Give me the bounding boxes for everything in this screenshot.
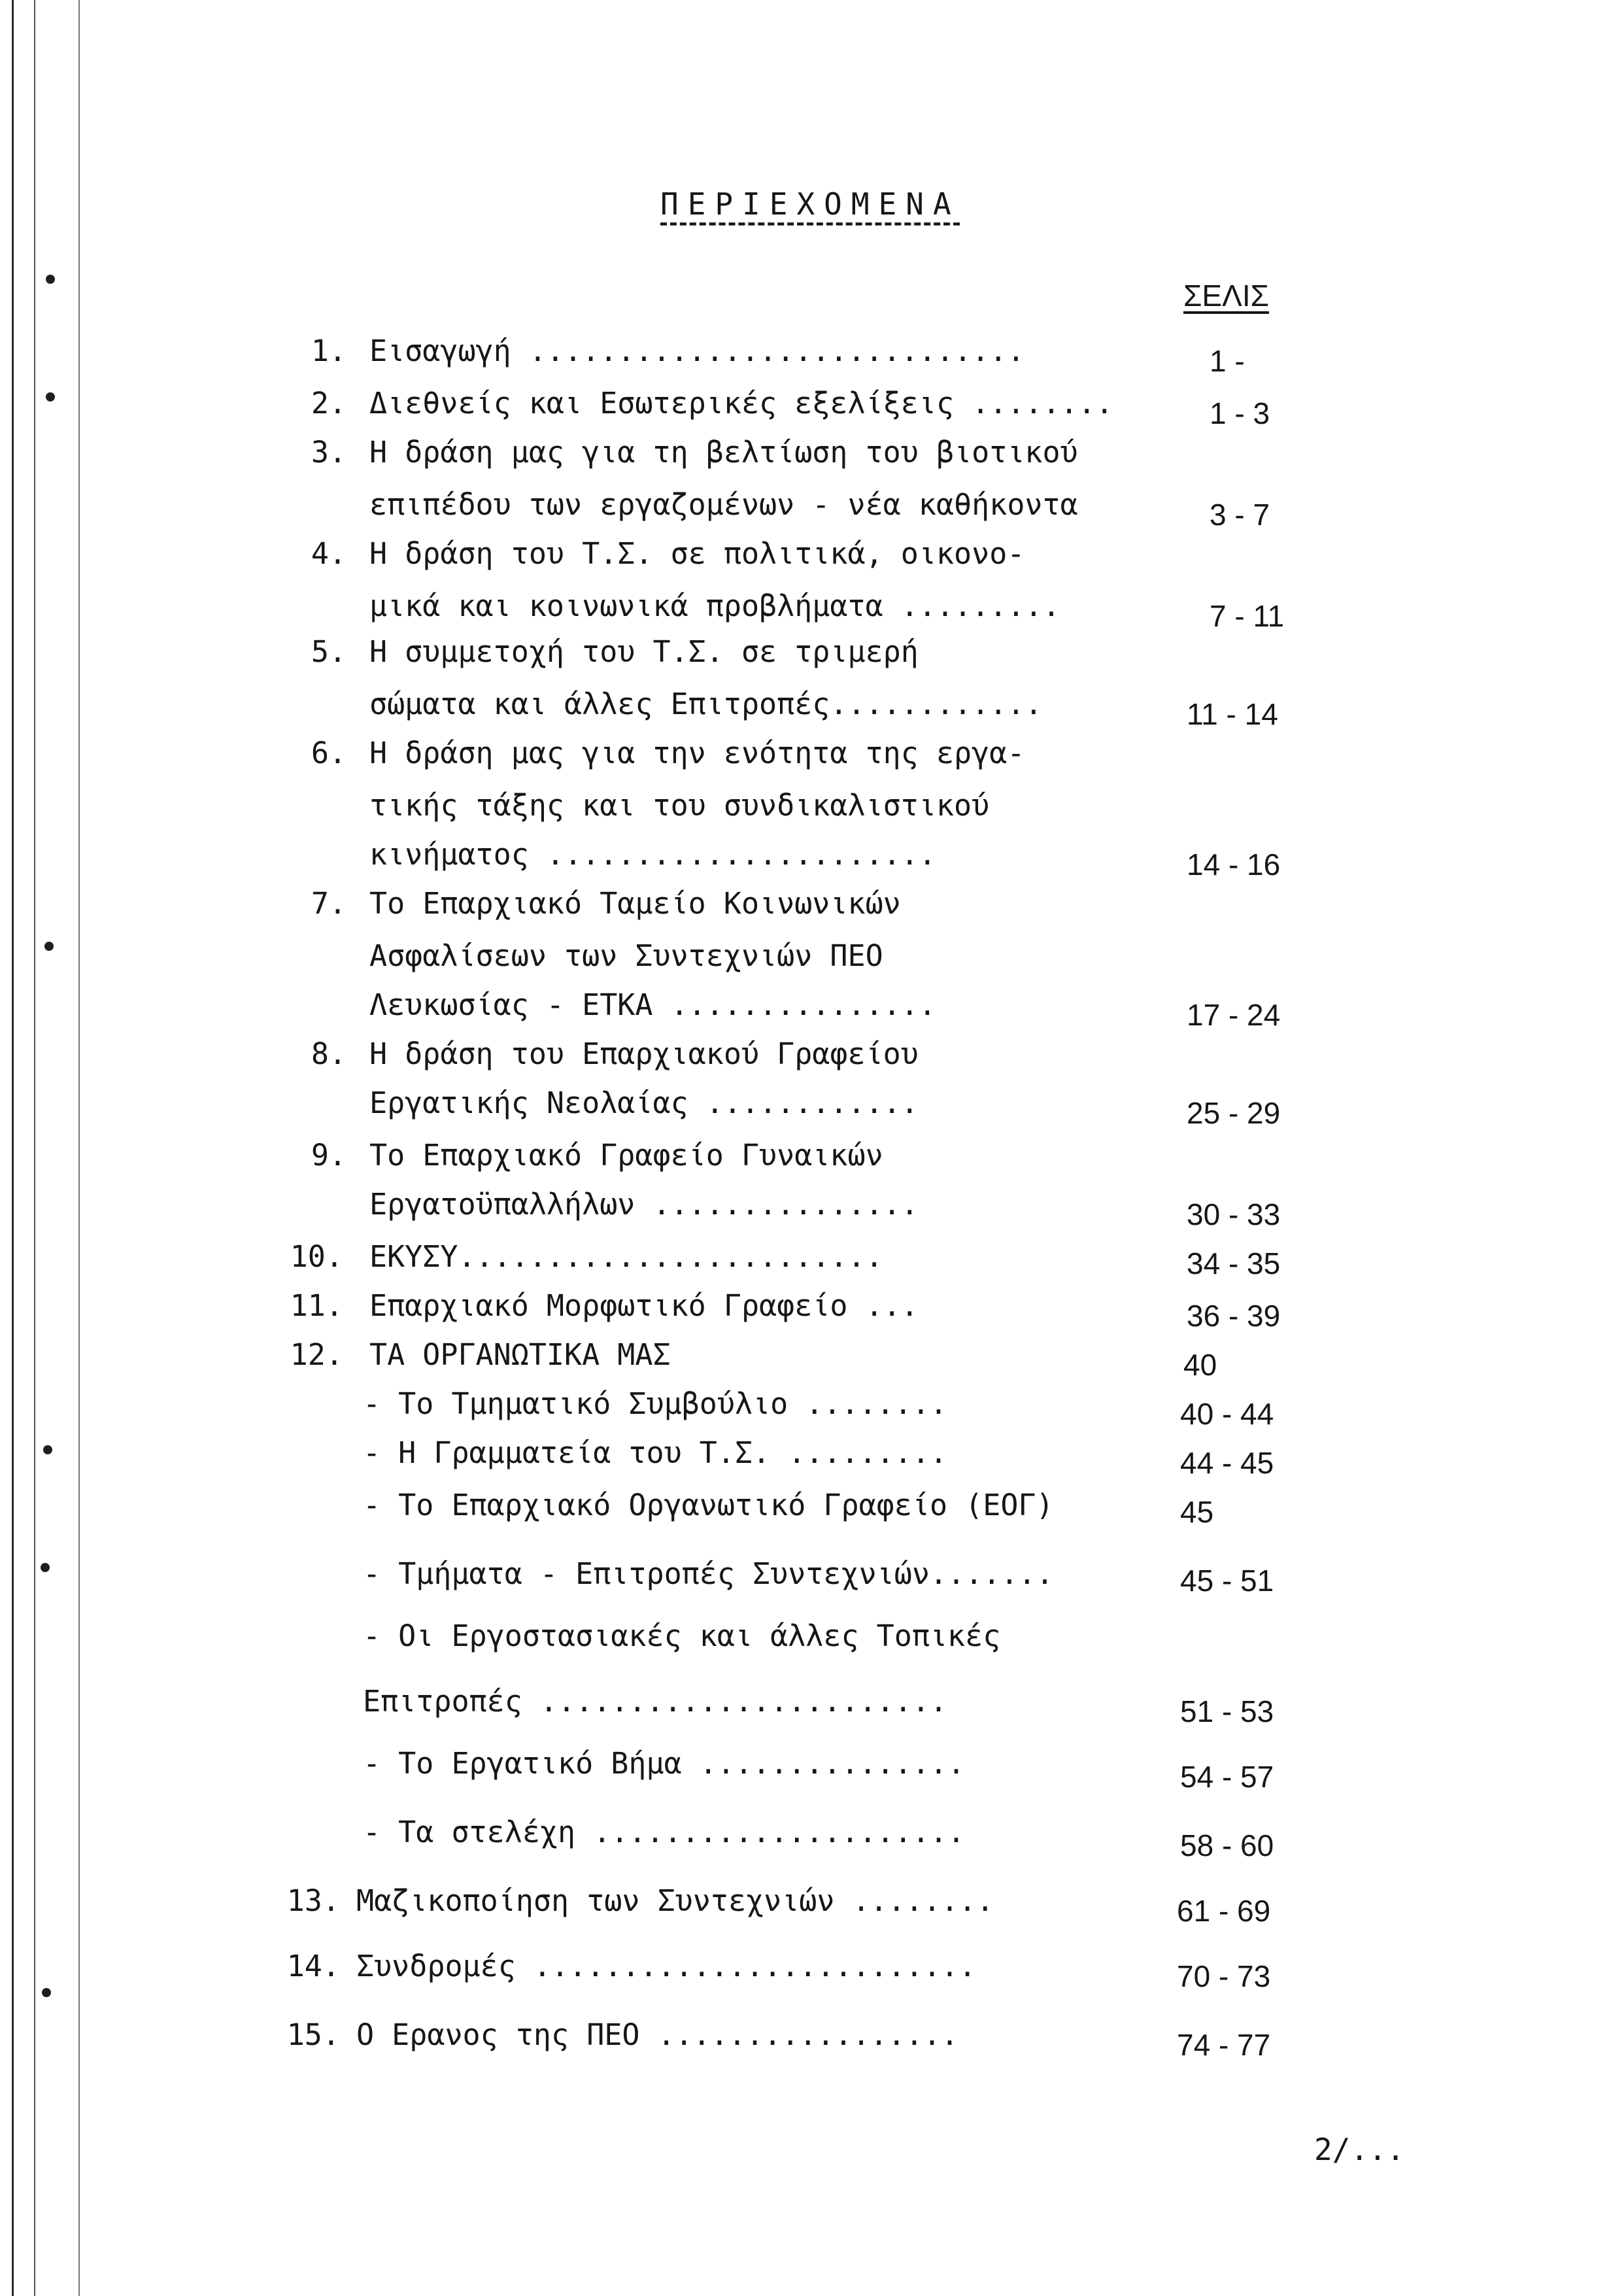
- toc-entry-text: Διεθνείς και Εσωτερικές εξελίξεις ........: [369, 386, 1113, 420]
- toc-entry-number: 15.: [286, 2017, 340, 2052]
- toc-entry-number: 11.: [290, 1288, 343, 1323]
- toc-entry-number: 7.: [311, 886, 347, 921]
- toc-entry-text: Επιτροπές .......................: [363, 1684, 948, 1719]
- scan-dot: [43, 1445, 52, 1454]
- toc-entry-pages: 40 - 44: [1180, 1397, 1274, 1431]
- scan-edge: [0, 0, 105, 2296]
- toc-entry-pages: 1 -: [1210, 344, 1245, 378]
- toc-entry-text: Η δράση μας για την ενότητα της εργα-: [369, 736, 1025, 770]
- toc-entry-number: 8.: [311, 1037, 347, 1071]
- toc-entry-number: 14.: [286, 1949, 340, 1983]
- toc-entry-pages: 58 - 60: [1180, 1828, 1274, 1862]
- toc-entry-number: 10.: [290, 1239, 343, 1274]
- toc-entry-text: Το Επαρχιακό Ταμείο Κοινωνικών: [369, 886, 901, 921]
- toc-entry-text: Ο Ερανος της ΠΕΟ .................: [356, 2017, 959, 2052]
- toc-entry-text: Μαζικοποίηση των Συντεχνιών ........: [356, 1883, 994, 1918]
- toc-entry-text: Η δράση του Τ.Σ. σε πολιτικά, οικονο-: [369, 536, 1025, 571]
- toc-entry-text: σώματα και άλλες Επιτροπές............: [369, 687, 1043, 721]
- toc-entry-number: 4.: [311, 536, 347, 571]
- toc-entry-number: 1.: [311, 334, 347, 368]
- toc-entry-number: 2.: [311, 386, 347, 420]
- toc-entry-text: Το Επαρχιακό Γραφείο Γυναικών: [369, 1138, 883, 1173]
- toc-entry-pages: 61 - 69: [1177, 1894, 1271, 1928]
- toc-entry-text: κινήματος ......................: [369, 837, 936, 872]
- toc-entry-pages: 44 - 45: [1180, 1446, 1274, 1480]
- toc-entry-text: Η δράση μας για τη βελτίωση του βιοτικού: [369, 435, 1078, 470]
- toc-entry-text: Εργατικής Νεολαίας ............: [369, 1086, 919, 1120]
- toc-entry-text: Επαρχιακό Μορφωτικό Γραφείο ...: [369, 1288, 919, 1323]
- toc-entry-text: Λευκωσίας - ΕΤΚΑ ...............: [369, 987, 936, 1022]
- toc-entry-number: 13.: [286, 1883, 340, 1918]
- toc-entry-pages: 17 - 24: [1187, 998, 1281, 1032]
- toc-entry-text: Εργατοϋπαλλήλων ...............: [369, 1187, 919, 1222]
- scan-dot: [42, 1988, 51, 1997]
- toc-entry-pages: 36 - 39: [1187, 1299, 1281, 1333]
- toc-entry-pages: 51 - 53: [1180, 1694, 1274, 1728]
- toc-entry-pages: 45: [1180, 1495, 1214, 1529]
- binding-line: [12, 0, 14, 2296]
- toc-entry-text: - Το Τμηματικό Συμβούλιο ........: [363, 1386, 948, 1421]
- toc-entry-pages: 14 - 16: [1187, 848, 1281, 882]
- toc-entry-number: 3.: [311, 435, 347, 470]
- toc-entry-pages: 30 - 33: [1187, 1197, 1281, 1231]
- toc-entry-number: 9.: [311, 1138, 347, 1173]
- toc-entry-pages: 45 - 51: [1180, 1564, 1274, 1598]
- toc-entry-pages: 54 - 57: [1180, 1760, 1274, 1794]
- toc-entry-text: Η συμμετοχή του Τ.Σ. σε τριμερή: [369, 634, 919, 669]
- pages-column-header: ΣΕΛΙΣ: [1183, 279, 1270, 313]
- toc-entry-text: - Τα στελέχη .....................: [363, 1815, 966, 1849]
- toc-entry-pages: 34 - 35: [1187, 1246, 1281, 1280]
- toc-entry-pages: 40: [1183, 1348, 1217, 1382]
- scan-dot: [41, 1563, 50, 1572]
- toc-entry-text: επιπέδου των εργαζομένων - νέα καθήκοντα: [369, 487, 1078, 522]
- toc-entry-number: 6.: [311, 736, 347, 770]
- toc-entry-text: Συνδρομές .........................: [356, 1949, 977, 1983]
- toc-entry-pages: 1 - 3: [1210, 396, 1270, 430]
- toc-entry-text: τικής τάξης και του συνδικαλιστικού: [369, 788, 990, 823]
- toc-entry-text: Ασφαλίσεων των Συντεχνιών ΠΕΟ: [369, 938, 883, 973]
- scan-dot: [46, 392, 55, 402]
- toc-entry-text: - Το Εργατικό Βήμα ...............: [363, 1746, 966, 1781]
- toc-entry-pages: 70 - 73: [1177, 1959, 1271, 1993]
- toc-entry-pages: 11 - 14: [1187, 697, 1278, 731]
- toc-entry-text: Η δράση του Επαρχιακού Γραφείου: [369, 1037, 919, 1071]
- toc-entry-text: - Το Επαρχιακό Οργανωτικό Γραφείο (ΕΟΓ): [363, 1488, 1054, 1522]
- toc-entry-pages: 74 - 77: [1177, 2028, 1271, 2062]
- toc-entry-text: - Η Γραμματεία του Τ.Σ. .........: [363, 1435, 948, 1470]
- toc-entry-text: - Τμήματα - Επιτροπές Συντεχνιών.......: [363, 1556, 1054, 1591]
- scan-dot: [46, 275, 55, 284]
- page-continuation: 2/...: [1314, 2132, 1405, 2167]
- binding-line: [34, 0, 35, 2296]
- toc-entry-pages: 7 - 11: [1210, 599, 1285, 633]
- toc-entry-pages: 25 - 29: [1187, 1096, 1281, 1130]
- toc-entry-pages: 3 - 7: [1210, 498, 1270, 532]
- page-title: ΠΕΡΙΕΧΟΜΕΝΑ: [660, 186, 960, 222]
- toc-entry-text: μικά και κοινωνικά προβλήματα .........: [369, 589, 1060, 623]
- toc-entry-text: ΤΑ ΟΡΓΑΝΩΤΙΚΑ ΜΑΣ: [369, 1337, 671, 1372]
- toc-entry-number: 5.: [311, 634, 347, 669]
- binding-line: [78, 0, 80, 2296]
- toc-entry-text: - Οι Εργοστασιακές και άλλες Τοπικές: [363, 1619, 1001, 1653]
- scan-dot: [44, 942, 54, 951]
- toc-entry-text: Εισαγωγή ............................: [369, 334, 1025, 368]
- toc-entry-text: ΕΚΥΣΥ........................: [369, 1239, 883, 1274]
- toc-entry-number: 12.: [290, 1337, 343, 1372]
